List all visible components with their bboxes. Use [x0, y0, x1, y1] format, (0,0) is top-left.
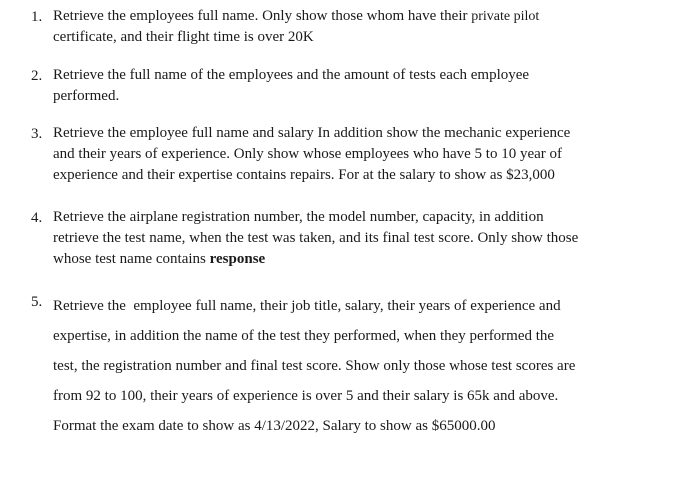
item-number: 5. — [31, 294, 43, 310]
bold-keyword: response — [209, 251, 266, 267]
item-line: test, the registration number and final test score. Show only those whose test scores are — [53, 358, 576, 374]
item-number: 3. — [31, 126, 43, 142]
item-line: and their years of experience. Only show whose employees who have 5 to 10 year of — [53, 146, 563, 162]
item-text — [53, 123, 693, 186]
item-line: performed. — [53, 88, 120, 104]
item-number: 1. — [31, 9, 43, 25]
item-number: 2. — [31, 68, 43, 84]
item-line: Retrieve the full name of the employees and the amount of tests each employee — [53, 67, 530, 83]
item-line: Retrieve the employee full name, their job title, salary, their years of experience and — [53, 298, 561, 314]
item-line: from 92 to 100, their years of experience is over 5 and their salary is 65k and above. — [53, 388, 559, 404]
item-line-part: Retrieve the employees full name. Only show those whom have their — [53, 8, 468, 24]
item-line: expertise, in addition the name of the test they performed, when they performed the — [53, 328, 555, 344]
item-line: certificate, and their flight time is over 20K — [53, 29, 314, 45]
item-number: 4. — [31, 210, 43, 226]
item-line-part: whose test name contains — [53, 251, 206, 267]
item-line-part: private pilot — [471, 9, 540, 24]
item-line: Retrieve the airplane registration number, the model number, capacity, in addition — [53, 209, 544, 225]
item-text — [53, 6, 693, 48]
item-line: retrieve the test name, when the test was taken, and its final test score. Only show those — [53, 230, 579, 246]
item-text — [53, 65, 693, 107]
item-line — [53, 6, 693, 27]
item-text — [53, 207, 693, 270]
item-line — [53, 249, 693, 270]
item-line: Format the exam date to show as 4/13/2022, Salary to show as $65000.00 — [53, 418, 496, 434]
item-line: experience and their expertise contains repairs. For at the salary to show as $23,000 — [53, 167, 555, 183]
item-text — [53, 291, 693, 441]
item-line: Retrieve the employee full name and salary In addition show the mechanic experience — [53, 125, 571, 141]
